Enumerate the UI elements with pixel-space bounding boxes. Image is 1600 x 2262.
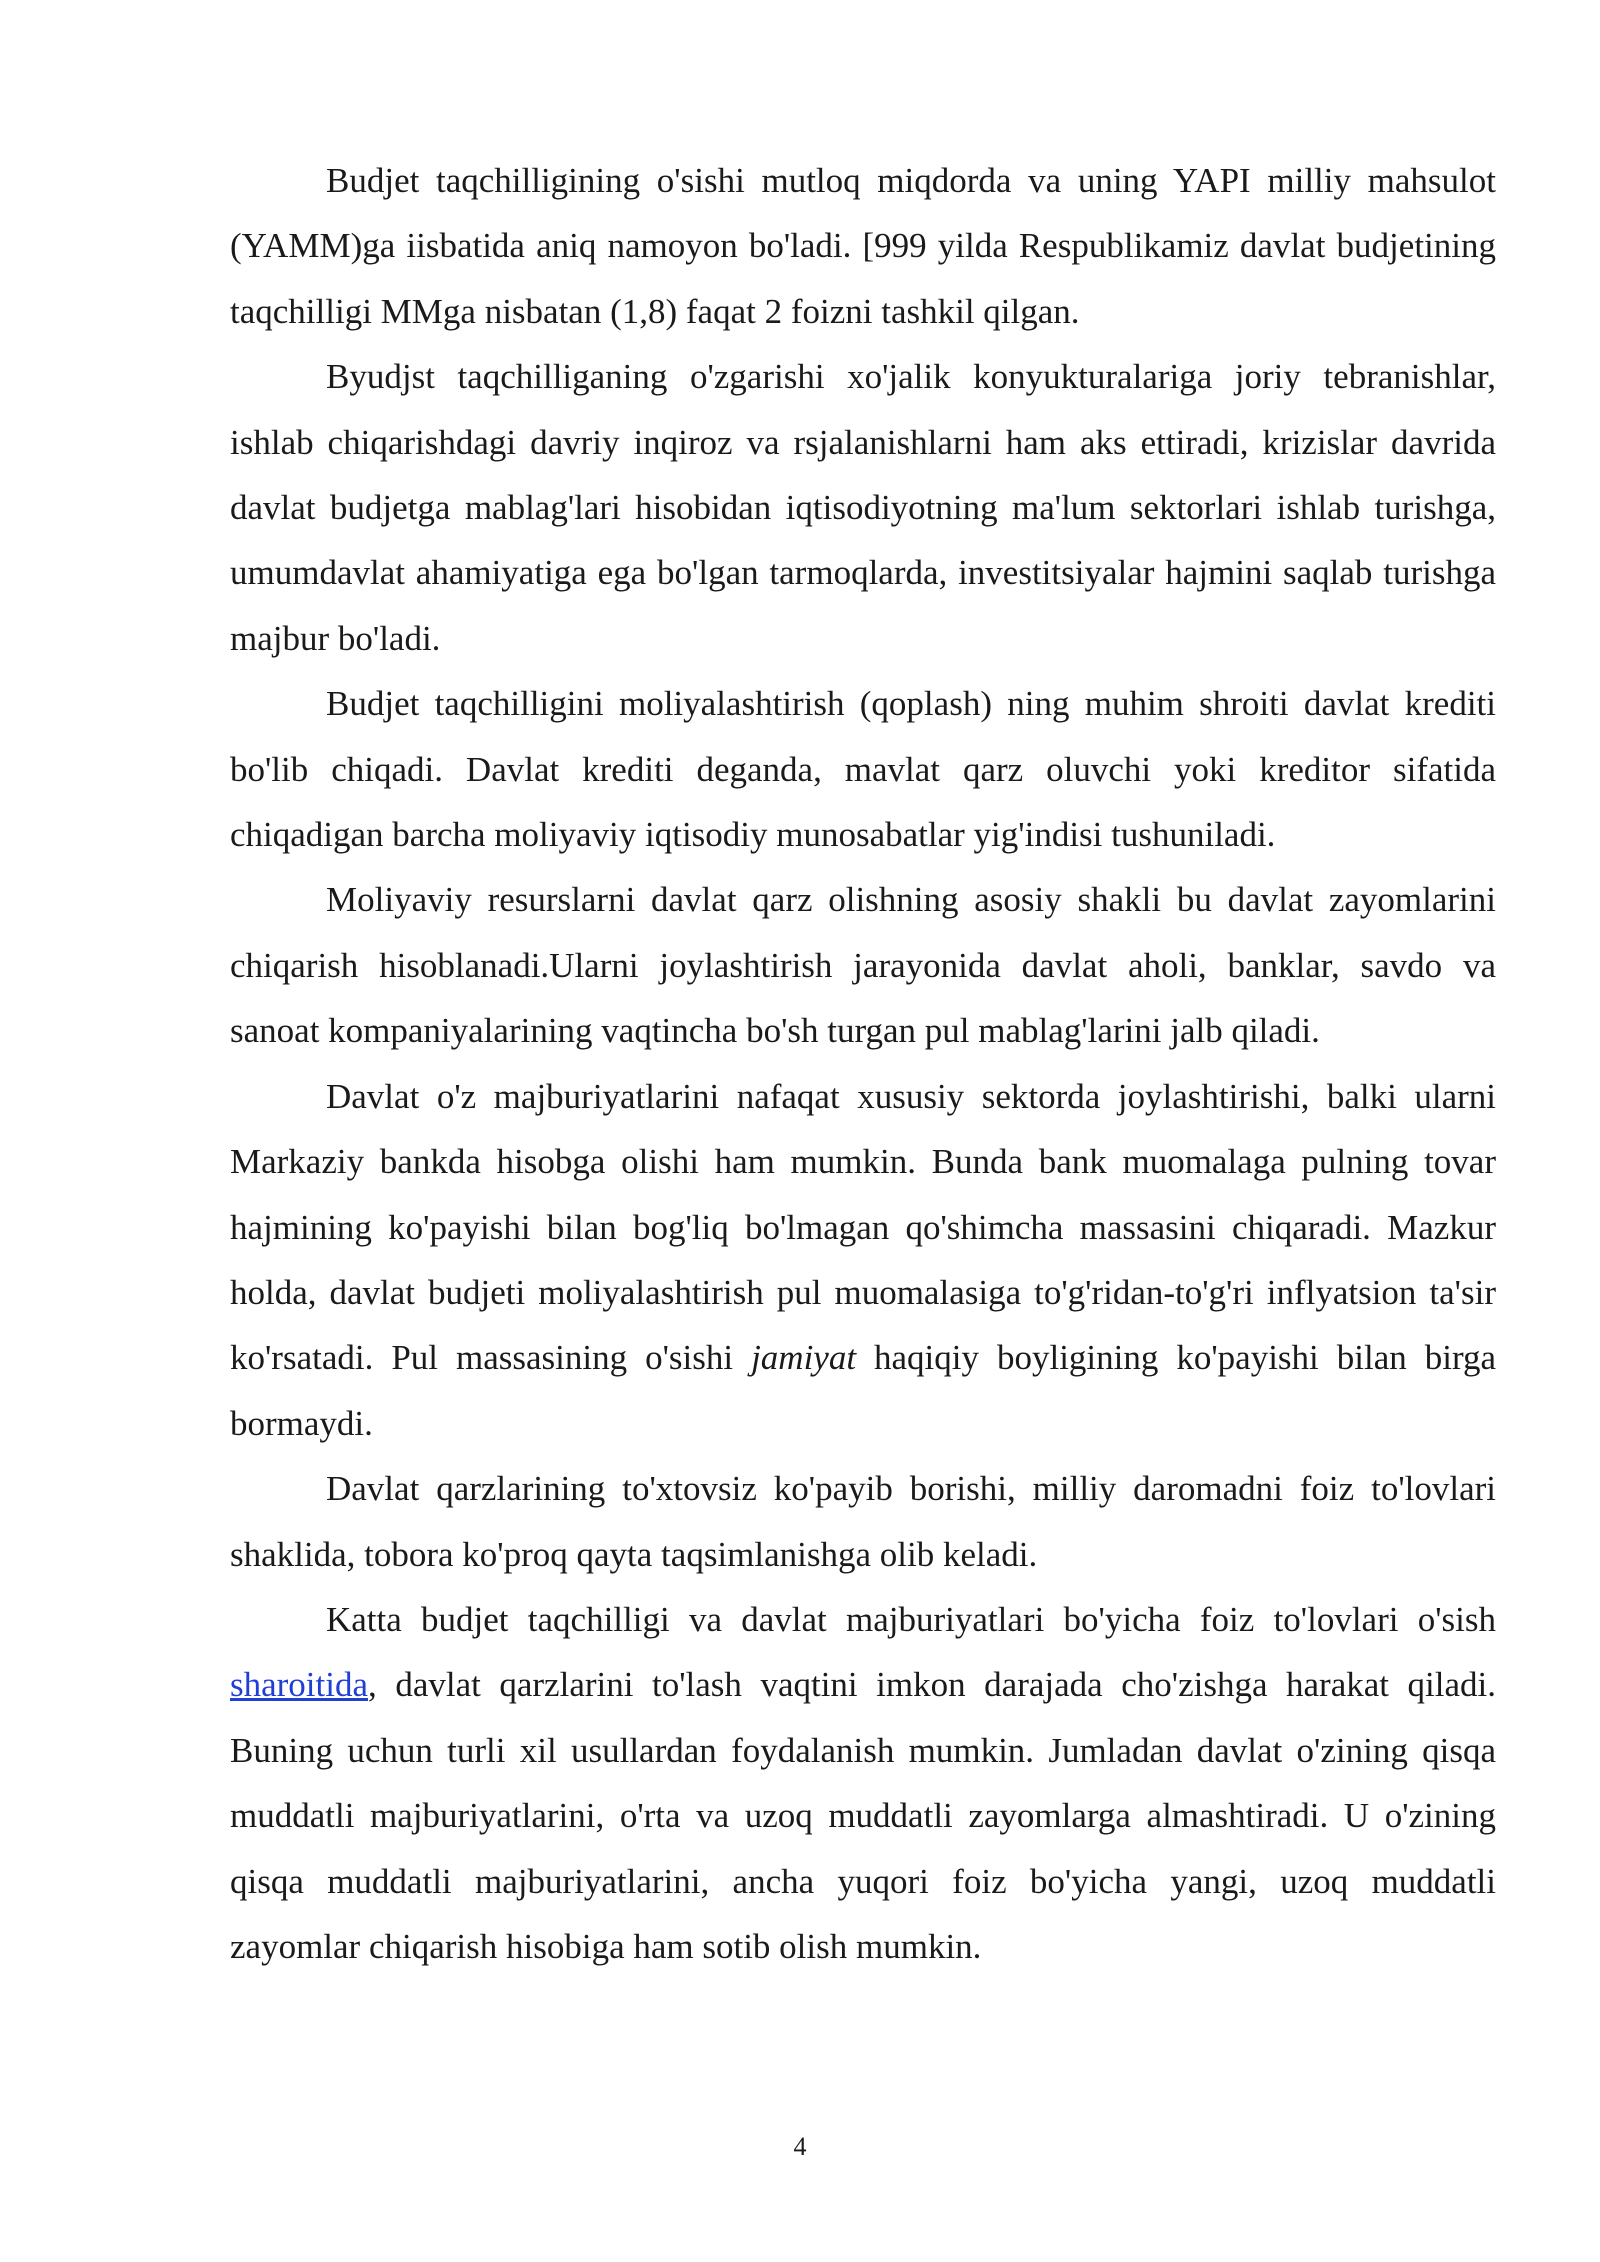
- paragraph-2: Byudjst taqchilliganing o'zgarishi xo'jalik konyukturalariga joriy tebranishlar, ishlab chiqarishdagi davriy inqiroz va rsjalanishlarni ham aks ettiradi, krizislar davrida davlat budjetga mablag'lari hisobidan iqtisodiyotning ma'lum sektorlari ishlab turishga, umumdavlat ahamiyatiga ega bo'lgan tarmoqlarda, investitsiyalar hajmini saqlab turishga majbur bo'ladi.: [230, 357, 1496, 658]
- document-body: [230, 148, 1496, 1979]
- paragraph-1: Budjet taqchilligining o'sishi mutloq miqdorda va uning YAPI milliy mahsulot (YAMM)ga iisbatida aniq namoyon bo'ladi. [999 yilda Respublikamiz davlat budjetining taqchilligi MMga nisbatan (1,8) faqat 2 foizni tashkil qilgan.: [230, 161, 1496, 331]
- paragraph-3: Budjet taqchilligini moliyalashtirish (qoplash) ning muhim shroiti davlat krediti bo'lib chiqadi. Davlat krediti deganda, mavlat qarz oluvchi yoki kreditor sifatida chiqadigan barcha moliyaviy iqtisodiy munosabatlar yig'indisi tushuniladi.: [230, 684, 1496, 855]
- paragraph-4: Moliyaviy resurslarni davlat qarz olishning asosiy shakli bu davlat zayomlarini chiqarish hisoblanadi.Ularni joylashtirish jarayonida davlat aholi, banklar, savdo va sanoat kompaniyalarining vaqtincha bo'sh turgan pul mablag'larini jalb qiladi.: [230, 880, 1496, 1051]
- paragraph-7-text-end: , davlat qarzlarini to'lash vaqtini imkon darajada cho'zishga harakat qiladi. Buning uchun turli xil usullardan foydalanish mumkin. Jumladan davlat o'zining qisqa muddatli majburiyatlarini, o'rta va uzoq muddatli zayomlarga almashtiradi. U o'zining qisqa muddatli majburiyatlarini, ancha yuqori foiz bo'yicha yangi, uzoq muddatli zayomlar chiqarish hisobiga ham sotib olish mumkin.: [230, 1665, 1496, 1966]
- paragraph-5-text-end: haqiqiy boyligining ko'payishi bilan birga bormaydi.: [230, 1338, 1496, 1443]
- hyperlink-sharoitida[interactable]: sharoitida: [230, 1665, 369, 1705]
- paragraph-5: [230, 1064, 1496, 1456]
- paragraph-6: Davlat qarzlarining to'xtovsiz ko'payib borishi, milliy daromadni foiz to'lovlari shaklida, tobora ko'proq qayta taqsimlanishga olib keladi.: [230, 1469, 1496, 1574]
- paragraph-7: [230, 1587, 1496, 1979]
- page-number: 4: [793, 2132, 807, 2161]
- paragraph-5-text-start: Davlat o'z majburiyatlarini nafaqat xususiy sektorda joylashtirishi, balki ularni Markaziy bankda hisobga olishi ham mumkin. Bunda bank muomalaga pulning tovar hajmining ko'payishi bilan bog'liq bo'lmagan qo'shimcha massasini chiqaradi. Mazkur holda, davlat budjeti moliyalashtirish pul muomalasiga to'g'ridan-to'g'ri inflyatsion ta'sir ko'rsatadi. Pul massasining o'sishi: [230, 1076, 1496, 1378]
- italic-term: jamiyat: [751, 1338, 857, 1378]
- paragraph-7-text-start: Katta budjet taqchilligi va davlat majburiyatlari bo'yicha foiz to'lovlari o'sish: [326, 1599, 1496, 1639]
